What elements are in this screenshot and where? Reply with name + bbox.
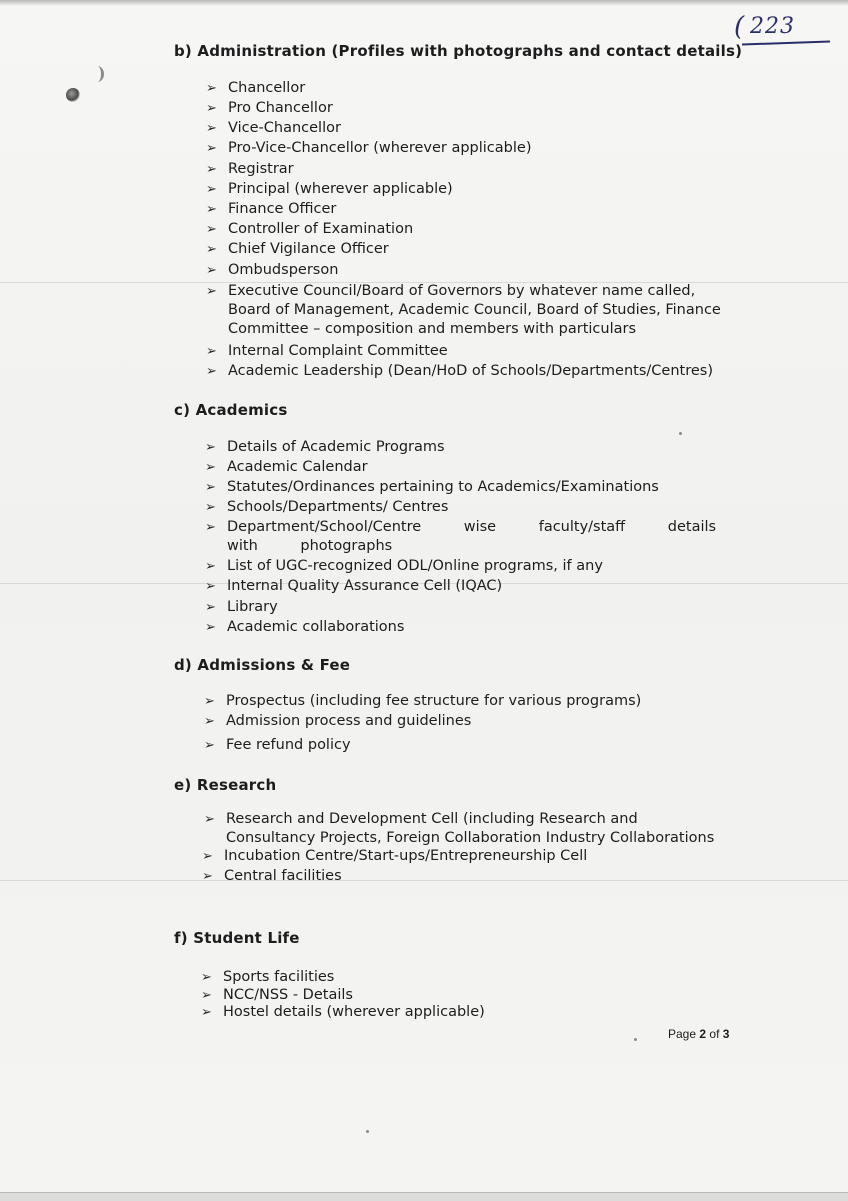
arrow-bullet-icon: ➢ <box>204 714 215 729</box>
arrow-bullet-icon: ➢ <box>206 141 217 156</box>
arrow-bullet-icon: ➢ <box>206 182 217 197</box>
list-item: ➢ Details of Academic Programs <box>205 439 445 455</box>
arrow-bullet-icon: ➢ <box>205 579 216 594</box>
section-heading-research: e) Research <box>174 776 277 794</box>
list-item: ➢ Research and Development Cell (including Research and Consultancy Projects, Foreign Collaboration Industry Collaborations <box>204 811 715 846</box>
list-item: ➢ List of UGC-recognized ODL/Online programs, if any <box>205 558 603 574</box>
arrow-bullet-icon: ➢ <box>206 222 217 237</box>
punch-hole <box>66 88 80 102</box>
list-item: ➢ Academic Calendar <box>205 459 368 475</box>
list-item: ➢ Internal Complaint Committee <box>206 343 448 359</box>
punch-hole-mark <box>91 66 104 82</box>
page-number: Page 2 of 3 <box>668 1027 730 1041</box>
arrow-bullet-icon: ➢ <box>206 263 217 278</box>
arrow-bullet-icon: ➢ <box>206 81 217 96</box>
arrow-bullet-icon: ➢ <box>201 970 212 985</box>
list-item: ➢ Controller of Examination <box>206 221 414 237</box>
paper-speck <box>679 432 682 435</box>
list-item: ➢ Admission process and guidelines <box>204 713 472 729</box>
list-item: ➢ Fee refund policy <box>204 737 351 753</box>
list-item: ➢ Pro-Vice-Chancellor (wherever applicable) <box>206 140 532 156</box>
paper-speck <box>366 1130 369 1133</box>
arrow-bullet-icon: ➢ <box>201 988 212 1003</box>
list-item: ➢ Pro Chancellor <box>206 100 333 116</box>
arrow-bullet-icon: ➢ <box>206 344 217 359</box>
arrow-bullet-icon: ➢ <box>206 162 217 177</box>
section-heading-admissions-fee: d) Admissions & Fee <box>174 656 351 674</box>
list-item: ➢ Ombudsperson <box>206 262 339 278</box>
list-item: ➢ Vice-Chancellor <box>206 120 341 136</box>
list-item: ➢ Schools/Departments/ Centres <box>205 499 449 515</box>
list-item: ➢ Chief Vigilance Officer <box>206 241 389 257</box>
list-item: ➢ Executive Council/Board of Governors by whatever name called, Board of Management, Academic Council, Board of Studies, Finance Committee – composition and members with particulars <box>206 283 721 337</box>
list-item: ➢ Finance Officer <box>206 201 337 217</box>
arrow-bullet-icon: ➢ <box>204 694 215 709</box>
arrow-bullet-icon: ➢ <box>206 242 217 257</box>
arrow-bullet-icon: ➢ <box>201 1005 212 1020</box>
list-item: ➢ Central facilities <box>202 868 342 884</box>
arrow-bullet-icon: ➢ <box>206 202 217 217</box>
arrow-bullet-icon: ➢ <box>205 500 216 515</box>
paper-speck <box>634 1038 637 1041</box>
arrow-bullet-icon: ➢ <box>204 738 215 753</box>
paper-fold <box>0 880 848 881</box>
list-item: ➢ Academic collaborations <box>205 619 405 635</box>
list-item: ➢ Statutes/Ordinances pertaining to Academics/Examinations <box>205 479 659 495</box>
section-heading-academics: c) Academics <box>174 401 288 419</box>
list-item: ➢ Department/School/Centre wise faculty/staff details with photographs <box>205 519 717 554</box>
arrow-bullet-icon: ➢ <box>205 480 216 495</box>
arrow-bullet-icon: ➢ <box>205 620 216 635</box>
list-item: ➢ Incubation Centre/Start-ups/Entrepreneurship Cell <box>202 848 588 864</box>
arrow-bullet-icon: ➢ <box>205 559 216 574</box>
section-heading-administration: b) Administration (Profiles with photographs and contact details) <box>174 42 743 60</box>
arrow-bullet-icon: ➢ <box>202 849 213 864</box>
arrow-bullet-icon: ➢ <box>205 520 216 535</box>
arrow-bullet-icon: ➢ <box>206 284 217 299</box>
list-item: ➢ Library <box>205 599 278 615</box>
arrow-bullet-icon: ➢ <box>202 869 213 884</box>
arrow-bullet-icon: ➢ <box>206 121 217 136</box>
arrow-bullet-icon: ➢ <box>206 101 217 116</box>
handwritten-page-number: ( 223 <box>734 12 830 46</box>
list-item: ➢ Hostel details (wherever applicable) <box>201 1004 485 1020</box>
arrow-bullet-icon: ➢ <box>204 812 215 827</box>
list-item: ➢ NCC/NSS - Details <box>201 987 353 1003</box>
arrow-bullet-icon: ➢ <box>206 364 217 379</box>
arrow-bullet-icon: ➢ <box>205 460 216 475</box>
arrow-bullet-icon: ➢ <box>205 600 216 615</box>
list-item: ➢ Chancellor <box>206 80 306 96</box>
list-item: ➢ Internal Quality Assurance Cell (IQAC) <box>205 578 503 594</box>
list-item: ➢ Principal (wherever applicable) <box>206 181 453 197</box>
list-item: ➢ Academic Leadership (Dean/HoD of Schools/Departments/Centres) <box>206 363 713 379</box>
list-item: ➢ Registrar <box>206 161 294 177</box>
scan-edge-top <box>0 0 848 6</box>
section-heading-student-life: f) Student Life <box>174 929 300 947</box>
list-item: ➢ Prospectus (including fee structure for various programs) <box>204 693 642 709</box>
list-item: ➢ Sports facilities <box>201 969 335 985</box>
arrow-bullet-icon: ➢ <box>205 440 216 455</box>
